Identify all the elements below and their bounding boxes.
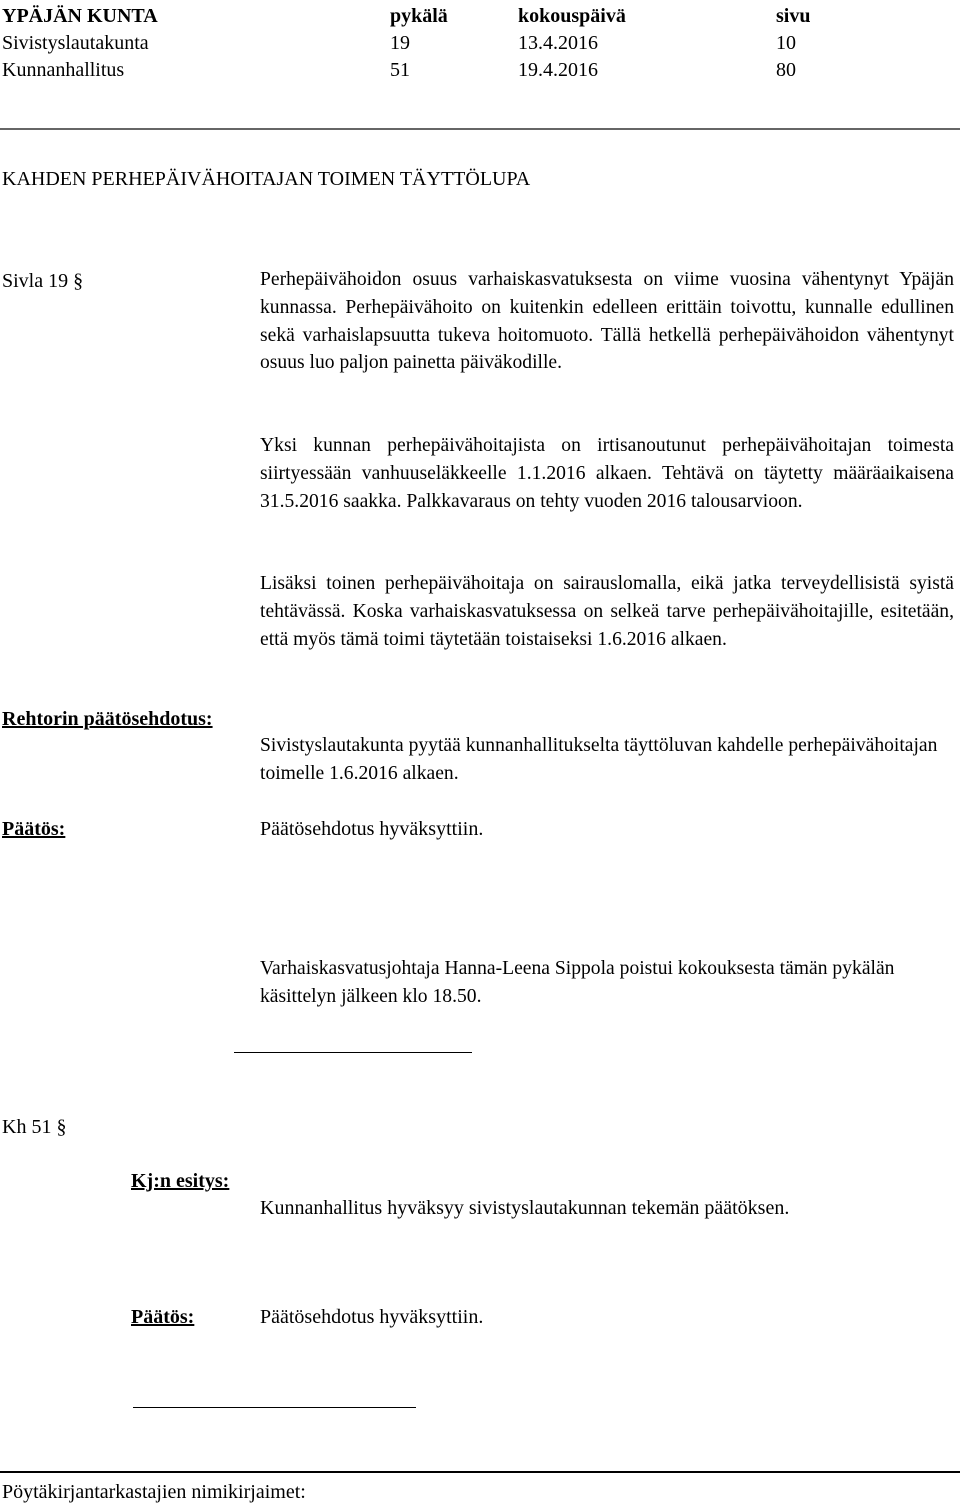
header-row-date: 13.4.2016 xyxy=(518,32,598,54)
kh-decision-label: Päätös: xyxy=(131,1306,195,1328)
header-col-kokouspaiva: kokouspäivä xyxy=(518,5,626,27)
header-row-date: 19.4.2016 xyxy=(518,59,598,81)
header-row-body: Kunnanhallitus xyxy=(2,59,125,81)
sivla-paragraph-3: Lisäksi toinen perhepäivähoitaja on sairauslomalla, eikä jatka terveydellisistä syistä tehtävässä. Koska varhaiskasvatuksessa on selkeä tarve perhepäivähoitajille, esitetään, että myös tämä toimi täytetään toistaiseksi 1.6.2016 alkaen. xyxy=(260,573,954,650)
kh-decision-text: Päätösehdotus hyväksyttiin. xyxy=(260,1306,484,1328)
sivla-paragraph-1: Perhepäivähoidon osuus varhaiskasvatuksesta on viime vuosina vähentynyt Ypäjän kunnassa. Perhepäivähoito on kuitenkin edelleen erittäin toivottu, kunnalle edullinen sekä varhaislapsuutta tukeva hoitomuoto. Tällä hetkellä perhepäivähoidon vähentynyt osuus luo paljon painetta päiväkodille. xyxy=(260,269,954,374)
kh-reference: Kh 51 § xyxy=(2,1116,67,1138)
proposal-label: Rehtorin päätösehdotus: xyxy=(2,708,213,730)
sivla-reference: Sivla 19 § xyxy=(2,270,84,292)
header-col-pykala: pykälä xyxy=(390,5,448,27)
footer-divider xyxy=(0,1471,960,1473)
kh-proposal-label: Kj:n esitys: xyxy=(131,1170,230,1192)
signature-line xyxy=(234,1052,472,1053)
header-row-sivu: 10 xyxy=(776,32,796,54)
kh-proposal-text: Kunnanhallitus hyväksyy sivistyslautakunnan tekemän päätöksen. xyxy=(260,1197,790,1219)
header-col-sivu: sivu xyxy=(776,5,811,27)
absence-note: Varhaiskasvatusjohtaja Hanna-Leena Sippola poistui kokouksesta tämän pykälän käsittelyn jälkeen klo 18.50. xyxy=(260,958,895,1007)
decision-text: Päätösehdotus hyväksyttiin. xyxy=(260,818,484,840)
signature-line xyxy=(133,1407,416,1408)
footer-label: Pöytäkirjantarkastajien nimikirjaimet: xyxy=(2,1481,306,1503)
header-row-pykala: 19 xyxy=(390,32,410,54)
document-title: KAHDEN PERHEPÄIVÄHOITAJAN TOIMEN TÄYTTÖLUPA xyxy=(2,168,531,190)
header-row-sivu: 80 xyxy=(776,59,796,81)
header-row-pykala: 51 xyxy=(390,59,410,81)
sivla-paragraph-2: Yksi kunnan perhepäivähoitajista on irtisanoutunut perhepäivähoitajan toimesta siirtyessään vanhuuseläkkeelle 1.1.2016 alkaen. Tehtävä on täytetty määräaikaisena 31.5.2016 saakka. Palkkavaraus on tehty vuoden 2016 talousarvioon. xyxy=(260,435,954,512)
header-row-body: Sivistyslautakunta xyxy=(2,32,149,54)
proposal-text: Sivistyslautakunta pyytää kunnanhallitukselta täyttöluvan kahdelle perhepäivähoitajan toimelle 1.6.2016 alkaen. xyxy=(260,735,938,784)
header-divider xyxy=(0,128,960,130)
decision-label: Päätös: xyxy=(2,818,66,840)
org-name: YPÄJÄN KUNTA xyxy=(2,5,158,27)
